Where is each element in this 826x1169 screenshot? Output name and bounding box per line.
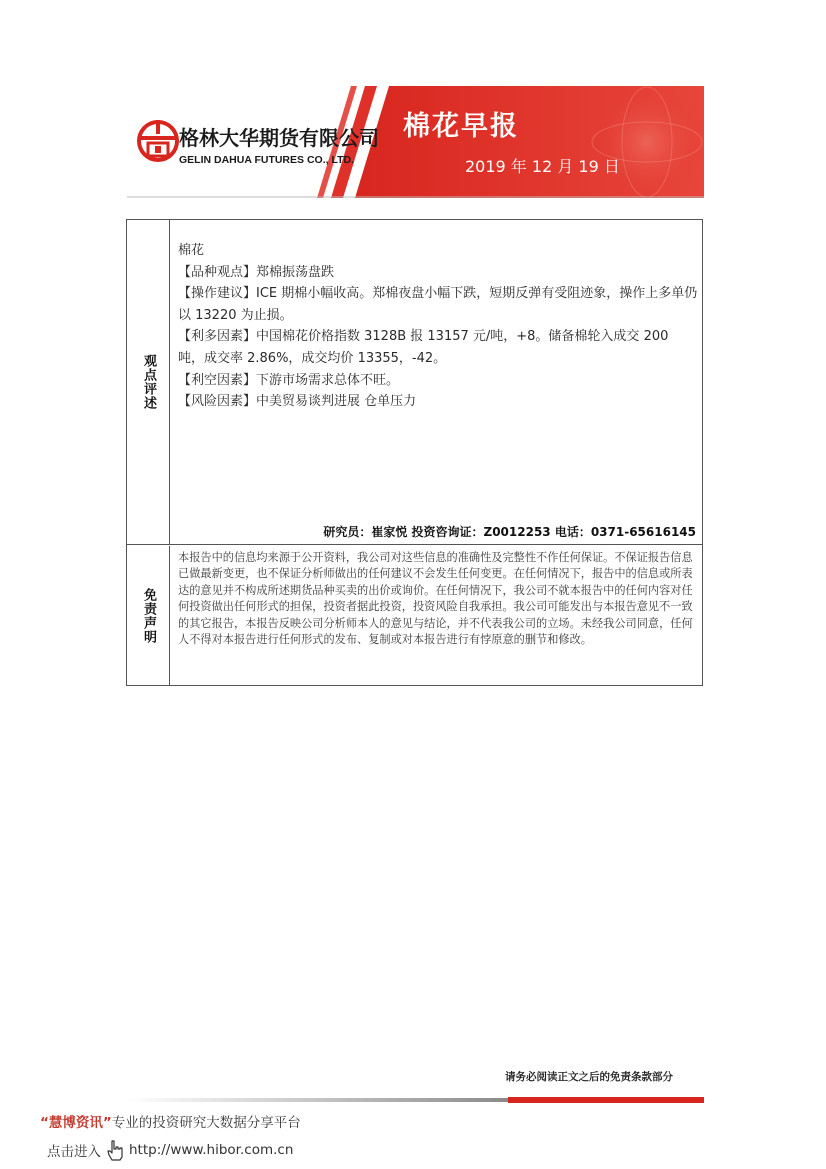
analyst-info: 研究员：崔家悦 投资咨询证：Z0012253 电话：0371-65616145 [323, 525, 696, 539]
view-line: 【品种观点】郑棉振荡盘跌 [178, 264, 335, 280]
disclaimer-section [127, 546, 702, 685]
company-name-cn: 格林大华期货有限公司 [179, 126, 379, 150]
hibor-url-link[interactable]: http://www.hibor.com.cn [129, 1142, 294, 1158]
disclaimer-text: 本报告中的信息均来源于公开资料，我公司对这些信息的准确性及完整性不作任何保证。不保证报告信息已做最新变更，也不保证分析师做出的任何建议不会发生任何变更。在任何情况下，报告中的信息或所表达的意见并不构成所述期货品种买卖的出价或询价。在任何情况下，我公司不就本报告中的任何内容对任何投资做出任何形式的担保，投资者据此投资，投资风险自我承担。我公司可能发出与本报告意见不一致的其它报告，本报告反映公司分析师本人的意见与结论，并不代表我公司的立场。未经我公司同意，任何人不得对本报告进行任何形式的发布、复制或对本报告进行有悖原意的删节和修改。 [178, 551, 693, 647]
company-name-en: GELIN DAHUA FUTURES CO., LTD. [179, 154, 354, 166]
pointing-hand-icon [104, 1139, 126, 1161]
hibor-promo [40, 1111, 301, 1131]
report-date: 2019 年 12 月 19 日 [465, 157, 620, 176]
view-side-label-text: 观点评述 [141, 354, 156, 410]
hibor-click-text: 点击进入 [47, 1144, 101, 1160]
report-header-banner [127, 86, 704, 198]
disclaimer-side-label [127, 546, 170, 685]
hibor-link-row[interactable] [47, 1139, 293, 1161]
view-side-label [127, 220, 170, 544]
bottom-divider [128, 1088, 704, 1094]
hibor-brand: “慧博资讯” [40, 1115, 112, 1131]
view-line: 棉花 [178, 243, 205, 258]
company-logo-icon [135, 116, 181, 166]
view-line: 【利多因素】中国棉花价格指数 3128B 报 13157 元/吨，+8。储备棉轮入成交 200 吨，成交率 2.86%，成交均价 13355，-42。 [178, 329, 669, 366]
disclaimer-notice: 请务必阅读正文之后的免责条款部分 [505, 1071, 673, 1083]
view-section [127, 220, 702, 545]
disclaimer-side-label-text: 免责声明 [141, 587, 156, 644]
hibor-slogan: 专业的投资研究大数据分享平台 [111, 1115, 301, 1131]
report-table [126, 219, 703, 686]
view-line: 【操作建议】ICE 期棉小幅收高。郑棉夜盘小幅下跌，短期反弹有受阻迹象，操作上多单仍以 13220 为止损。 [178, 286, 698, 323]
view-line: 【风险因素】中美贸易谈判进展 仓单压力 [178, 394, 417, 410]
report-title: 棉花早报 [403, 111, 519, 142]
view-content [178, 240, 698, 413]
view-line: 【利空因素】下游市场需求总体不旺。 [178, 372, 400, 388]
